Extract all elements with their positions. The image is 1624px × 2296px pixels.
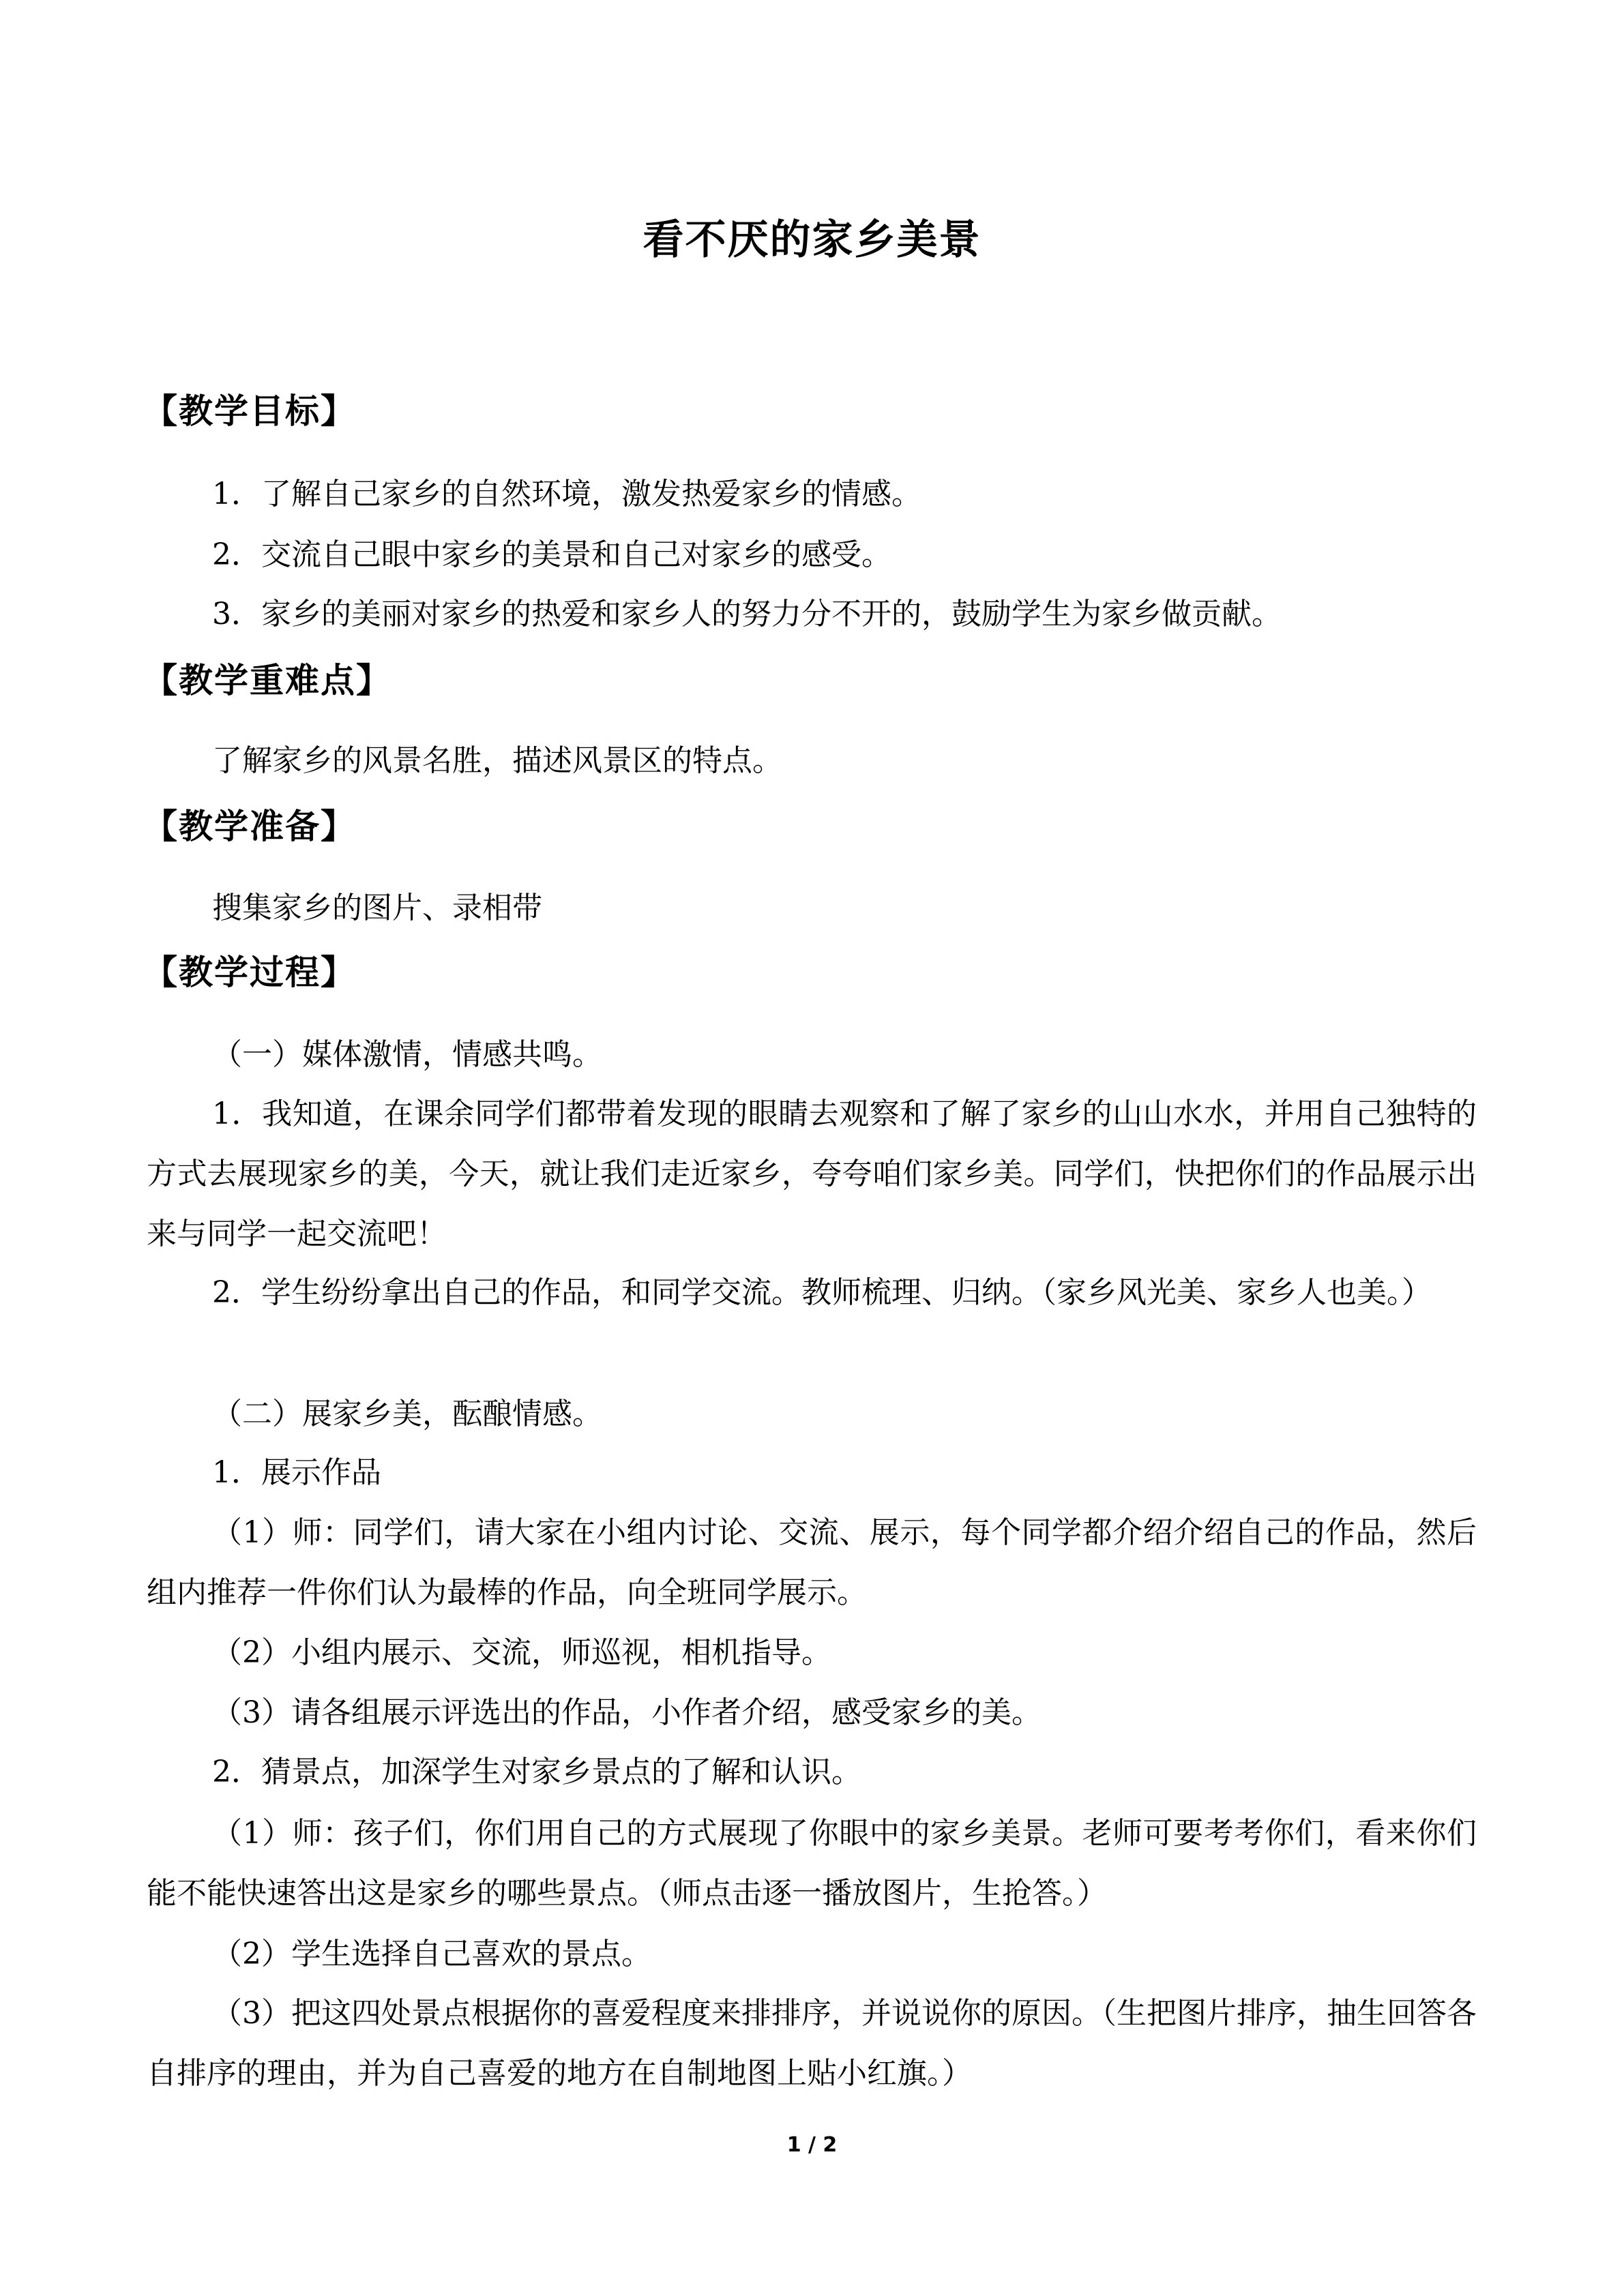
section-heading-preparation: 【教学准备】 [143,807,356,846]
document-title: 看不厌的家乡美景 [643,216,981,264]
paragraph: 了解家乡的风景名胜，描述风景区的特点。 [212,743,782,778]
paragraph: （1）师：同学们，请大家在小组内讨论、交流、展示，每个同学都介绍介绍自己的作品，然后组内推荐一件你们认为最棒的作品，向全班同学展示。 [147,1515,1477,1610]
section-heading-process: 【教学过程】 [143,953,356,992]
paragraph: （1）师：孩子们，你们用自己的方式展现了你眼中的家乡美景。老师可要考考你们，看来你们能不能快速答出这是家乡的哪些景点。（师点击逐一播放图片，生抢答。） [147,1816,1477,1911]
paragraph: （2）小组内展示、交流，师巡视，相机指导。 [212,1635,831,1670]
section-heading-key-points: 【教学重难点】 [143,661,392,700]
paragraph: 1．我知道，在课余同学们都带着发现的眼睛去观察和了解了家乡的山山水水，并用自己独特的方式去展现家乡的美，今天，就让我们走近家乡，夸夸咱们家乡美。同学们，快把你们的作品展示出来与同学一起交流吧！ [147,1097,1477,1251]
paragraph: （3）请各组展示评选出的作品，小作者介绍，感受家乡的美。 [212,1695,1042,1730]
paragraph: 2．猜景点，加深学生对家乡景点的了解和认识。 [212,1755,861,1789]
paragraph: 3．家乡的美丽对家乡的热爱和家乡人的努力分不开的，鼓励学生为家乡做贡献。 [212,597,1282,631]
paragraph: 搜集家乡的图片、录相带 [212,891,542,925]
paragraph: （一）媒体激情，情感共鸣。 [212,1037,602,1072]
section-heading-objectives: 【教学目标】 [143,391,356,431]
page-number: 1 / 2 [786,2133,838,2157]
paragraph: 1．展示作品 [212,1455,381,1490]
paragraph: （3）把这四处景点根据你的喜爱程度来排排序，并说说你的原因。（生把图片排序，抽生回答各自排序的理由，并为自己喜爱的地方在自制地图上贴小红旗。） [147,1996,1477,2091]
paragraph: （二）展家乡美，酝酿情感。 [212,1397,602,1431]
paragraph: 2．交流自己眼中家乡的美景和自己对家乡的感受。 [212,537,891,572]
paragraph: 2．学生纷纷拿出自己的作品，和同学交流。教师梳理、归纳。（家乡风光美、家乡人也美。） [212,1275,1432,1310]
paragraph: 1．了解自己家乡的自然环境，激发热爱家乡的情感。 [212,477,921,511]
paragraph: （2）学生选择自己喜欢的景点。 [212,1937,651,1971]
